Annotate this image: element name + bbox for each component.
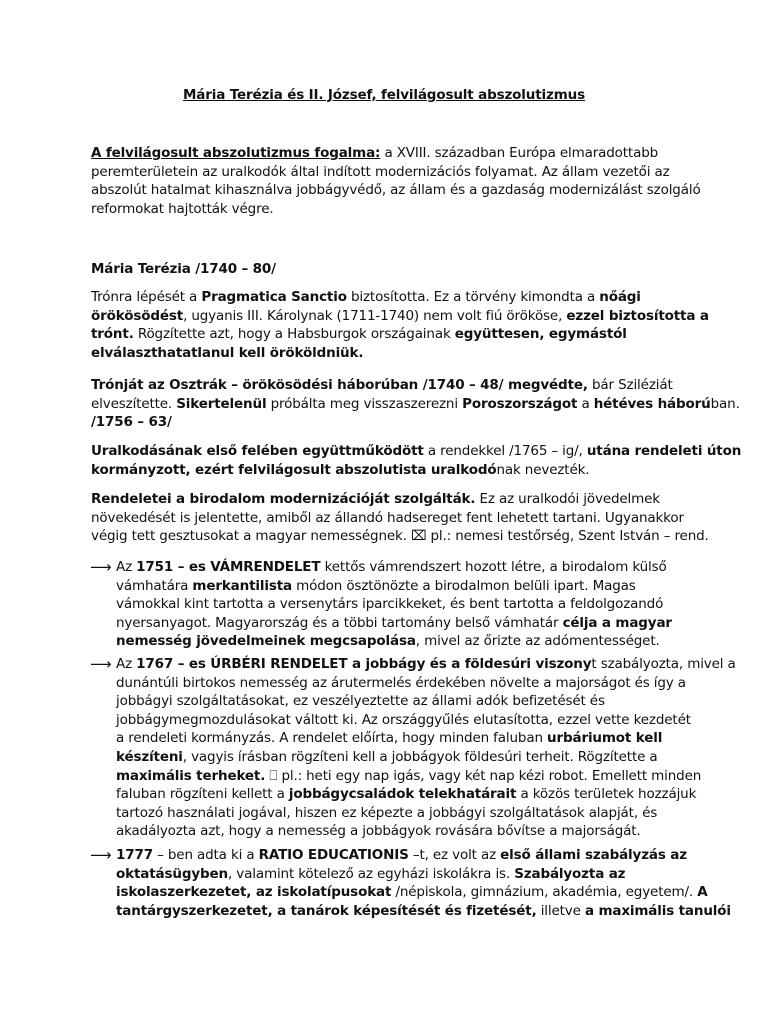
text-line: trónt. Rögzítette azt, hogy a Habsburgok országainak együttesen, egymástól (91, 326, 627, 343)
text-line: faluban rögzíteni kellett a jobbágycsaládok telekhatárait a közös területek hozzájuk (116, 786, 697, 803)
text-line: elveszítette. Sikertelenül próbálta meg visszaszerezni Poroszországot a hétéves háborúban. (91, 395, 740, 412)
text-line: a rendeleti kormányzás. A rendelet előírta, hogy minden faluban urbáriumot kell (116, 730, 663, 747)
list-item-urbarial-decree (90, 655, 736, 841)
text-line: készíteni, vagyis írásban rögzíteni kell a jobbágyok földesúri terheit. Rögzítette a (116, 748, 658, 765)
text-line: oktatásügyben, valamint kötelező az egyházi iskolákra is. Szabályozta az (116, 865, 626, 882)
text-line: Trónra lépését a Pragmatica Sanctio biztosította. Ez a törvény kimondta a nőági (91, 289, 641, 305)
document-title: Mária Terézia és II. József, felvilágosult abszolutizmus (182, 87, 585, 103)
text-line: vámokkal kint tartotta a versenytárs iparcikkeket, és bent tartotta a feldolgozandó (116, 596, 664, 613)
text-line: Mária Terézia /1740 – 80/ (91, 261, 276, 277)
text-line: nyersanyagot. Magyarország és a többi tartomány belső vámhatár célja a magyar (116, 614, 672, 631)
text-line: Trónját az Osztrák – örökösödési háborúban /1740 – 48/ megvédte, bár Sziléziát (91, 377, 673, 393)
text-line: nemesség jövedelmeinek megcsapolása, mivel az őrizte az adómentességet. (116, 633, 660, 650)
list-item-ratio-educationis (90, 846, 731, 920)
text-line: peremterületein az uralkodók által indított modernizációs folyamat. Az állam vezetői az (91, 163, 670, 180)
text-line: tartozó használati jogával, hiszen ez képezte a jobbágyi szolgáltatások alapját, és (116, 804, 658, 821)
text-line: kormányzott, ezért felvilágosult abszolutista uralkodónak nevezték. (91, 461, 590, 478)
text-line: iskolaszerkezetet, az iskolatípusokat /népiskola, gimnázium, akadémia, egyetem/. A (116, 884, 708, 901)
arrow-right-icon: ⟶ (90, 846, 112, 864)
text-line: dunántúli birtokos nemesség az árutermelés érdekében növelte a majorságot és így a (116, 674, 686, 691)
text-line: abszolút hatalmat kihasználva jobbágyvédő, az állam és a gazdaság modernizálást szolgáló (91, 182, 701, 199)
text-line: Uralkodásának első felében együttműködött a rendekkel /1765 – ig/, utána rendeleti úton (91, 443, 742, 459)
text-line: jobbágyi szolgáltatásokat, ez veszélyeztette az állami adók befizetését és (116, 693, 605, 710)
definition-label: A felvilágosult abszolutizmus fogalma: (91, 145, 381, 161)
paragraph-war (91, 376, 740, 432)
text-line: Az 1767 – es ÚRBÉRI RENDELET a jobbágy és a földesúri viszonyt szabályozta, mivel a (116, 656, 736, 672)
definition-paragraph (91, 144, 701, 218)
text-line: akadályozta azt, hogy a nemesség a jobbágyok rovására bővítse a majorságát. (116, 823, 641, 840)
text-line: A felvilágosult abszolutizmus fogalma: a XVIII. században Európa elmaradottabb (91, 145, 659, 161)
text-line: jobbágymegmozdulásokat váltott ki. Az országgyűlés elutasította, ezzel vette kezdetét (116, 711, 691, 728)
paragraph-decrees (91, 490, 709, 546)
paragraph-succession (91, 288, 709, 362)
text-line: reformokat hajtották végre. (91, 200, 274, 217)
text-line: /1756 – 63/ (91, 414, 172, 431)
paragraph-reign (91, 442, 742, 479)
text-line: végig tett gesztusokat a magyar nemességnek. ⌧ pl.: nemesi testőrség, Szent István – rend. (91, 528, 709, 545)
text-line: Rendeletei a birodalom modernizációját szolgálták. Ez az uralkodói jövedelmek (91, 491, 660, 507)
text-line: örökösödést, ugyanis III. Károlynak (1711-1740) nem volt fiú örököse, ezzel biztosította a (91, 307, 709, 324)
section-heading (91, 260, 681, 279)
text-line: növekedését is jelentette, amiből az állandó hadsereget fent lehetett tartani. Ugyanakkor (91, 509, 684, 526)
text-line: elválaszthatatlanul kell örököldniük. (91, 344, 364, 361)
arrow-right-icon: ⟶ (90, 558, 112, 576)
text-line: vámhatára merkantilista módon ösztönözte a birodalmon belüli ipart. Magas (116, 577, 636, 594)
text-line: maximális terheket. ⎕ pl.: heti egy nap igás, vagy két nap kézi robot. Emellett minden (116, 767, 702, 784)
arrow-right-icon: ⟶ (90, 655, 112, 673)
list-item-customs-decree (90, 558, 682, 651)
text-line: tantárgyszerkezetet, a tanárok képesítését és fizetését, illetve a maximális tanulói (116, 902, 731, 919)
text-line: Az 1751 – es VÁMRENDELET kettős vámrendszert hozott létre, a birodalom külső (116, 559, 667, 575)
text-line: 1777 – ben adta ki a RATIO EDUCATIONIS –t, ez volt az első állami szabályzás az (116, 847, 687, 863)
